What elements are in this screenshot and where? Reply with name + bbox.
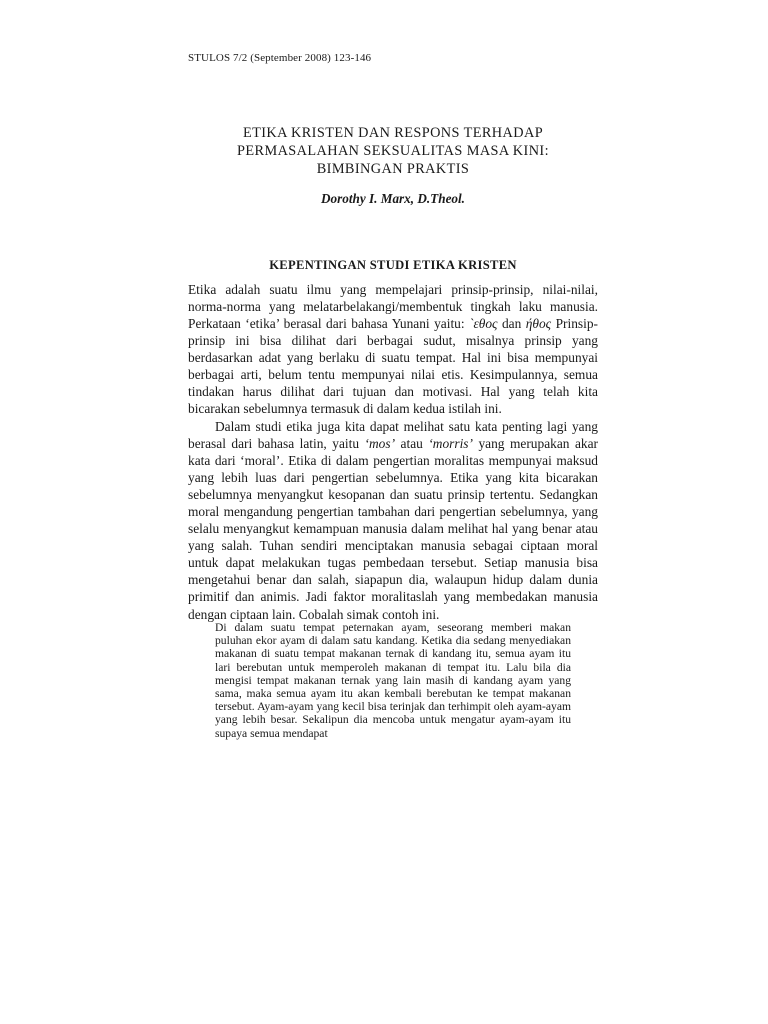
paragraph-text: Dalam studi etika juga kita dapat melihat satu kata penting lagi yang berasal dari bahasa latin, yaitu	[188, 419, 598, 452]
body-paragraph	[188, 281, 598, 417]
greek-term: `εθος	[469, 316, 498, 332]
paragraph-text: dan	[497, 316, 526, 332]
article-title	[188, 124, 598, 178]
latin-term: ‘morris’	[428, 436, 473, 452]
section-heading: KEPENTINGAN STUDI ETIKA KRISTEN	[269, 258, 517, 272]
paragraph-text: atau	[395, 436, 429, 452]
author-name: Dorothy I. Marx, D.Theol.	[321, 191, 465, 206]
title-line: ETIKA KRISTEN DAN RESPONS TERHADAP	[242, 125, 544, 141]
greek-term: ήθος	[525, 316, 552, 332]
paragraph-text: Prinsip-prinsip ini bisa dilihat dari berbagai sudut, misalnya prinsip yang berdasarkan adat yang berlaku di suatu tempat. Hal ini bisa mempunyai berbagai arti, belum tentu mempunyai nilai etis. Kesimpulannya, semua tindakan harus dilihat dari tujuan dan motivasi. Hal yang telah kita bicarakan sebelumnya termasuk di dalam kedua istilah ini.	[188, 316, 598, 417]
latin-term: ‘mos’	[364, 436, 396, 452]
paragraph-text: Etika adalah suatu ilmu yang mempelajari prinsip-prinsip, nilai-nilai, norma-norma yang melatarbelakangi/membentuk tingkah laku manusia. Perkataan ‘etika’ berasal dari bahasa Yunani yaitu:	[188, 282, 598, 332]
body-paragraph	[188, 418, 598, 623]
block-quote: Di dalam suatu tempat peternakan ayam, seseorang memberi makan puluhan ekor ayam di dalam satu kandang. Ketika dia sedang menyediakan makanan di suatu tempat makanan ternak di kandang itu, semua ayam itu lari berebutan untuk memperoleh makanan di tempat itu. Lalu bila dia mengisi tempat makanan ternak yang lain masih di kandang ayam yang sama, maka semua ayam itu akan kembali berebutan ke tempat makanan tersebut. Ayam-ayam yang kecil bisa terinjak dan terhimpit oleh ayam-ayam yang lebih besar. Sekalipun dia mencoba untuk mengatur ayam-ayam itu supaya semua mendapat	[215, 621, 571, 740]
title-line: PERMASALAHAN SEKSUALITAS MASA KINI:	[237, 143, 549, 159]
title-line: BIMBINGAN PRAKTIS	[316, 161, 470, 177]
paragraph-text: yang merupakan akar kata dari ‘moral’. Etika di dalam pengertian moralitas mempunyai maksud yang lebih luas dari pengertian sebelumnya. Etika yang kita bicarakan sebelumnya menyangkut kesopanan dan suatu prinsip tertentu. Sedangkan moral mengandung pengertian tambahan dari pengertian sebelumnya, yang selalu menyangkut kemampuan manusia dalam melihat hal yang benar atau yang salah. Tuhan sendiri menciptakan manusia sebagai ciptaan moral untuk dapat melakukan tugas pembedaan tersebut. Setiap manusia bisa mengetahui benar dan salah, siapapun dia, walaupun hidup dalam dunia primitif dan animis. Jadi faktor moralitaslah yang membedakan manusia dengan ciptaan lain. Cobalah simak contoh ini.	[188, 436, 599, 622]
running-head: STULOS 7/2 (September 2008) 123-146	[188, 52, 372, 64]
